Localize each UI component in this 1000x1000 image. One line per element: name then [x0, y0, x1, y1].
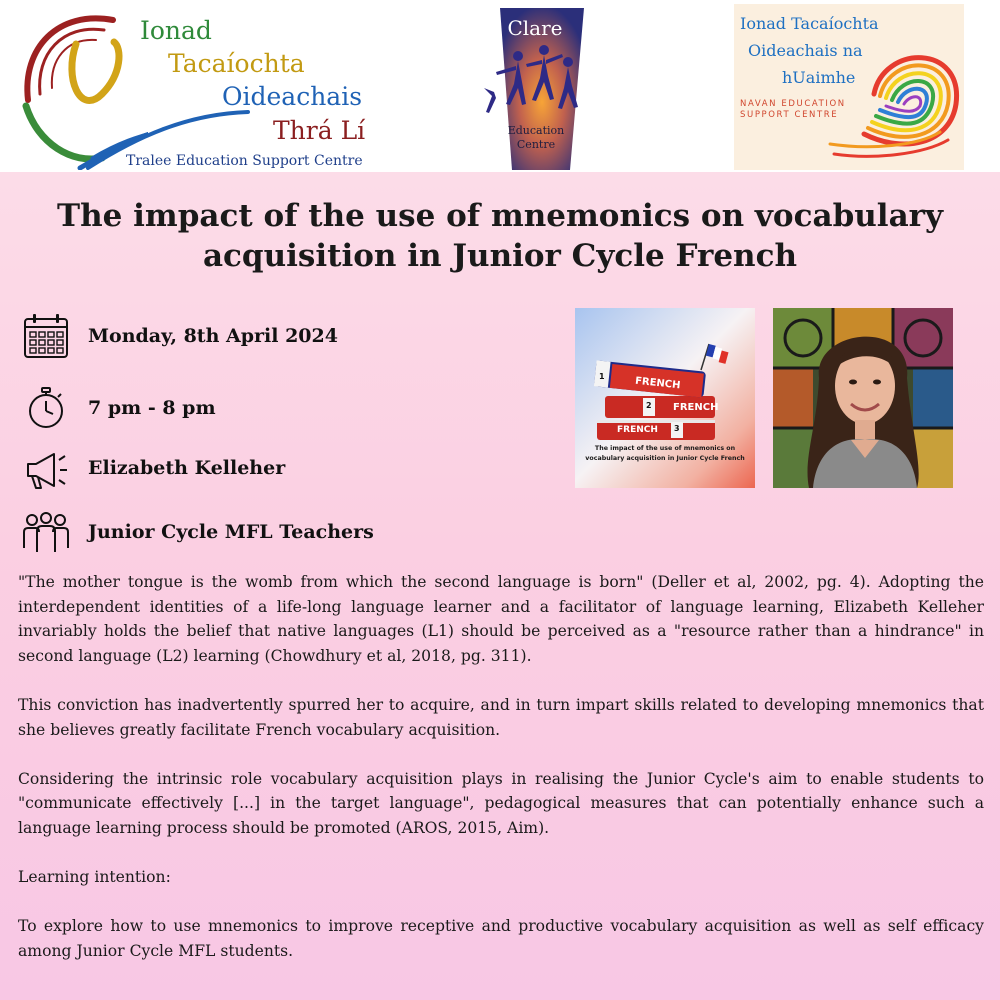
clare-name: Clare — [507, 16, 563, 40]
group-icon — [22, 508, 70, 556]
navan-line1: Ionad Tacaíochta — [740, 14, 879, 33]
learning-intention-text: To explore how to use mnemonics to improve receptive and productive vocabulary acquisition as well as self efficacy among Junior Cycle MFL students. — [18, 917, 984, 960]
navan-english1: NAVAN EDUCATION — [740, 99, 846, 109]
calendar-icon — [22, 312, 70, 360]
event-time: 7 pm - 8 pm — [88, 397, 216, 419]
event-title: The impact of the use of mnemonics on vocabulary acquisition in Junior Cycle French — [57, 198, 943, 274]
navan-logo — [734, 4, 964, 170]
french-books-image — [575, 308, 755, 488]
tralee-line2: Tacaíochta — [168, 49, 305, 78]
paragraph-3: Considering the intrinsic role vocabulary acquisition plays in realising the Junior Cycle's aim to enable students to "communicate effectively [...] in the target language", pedagogical measures that can potentially enhance such a language learning process should be promoted (AROS, 2015, Aim). — [18, 769, 984, 837]
navan-line3: hUaimhe — [782, 68, 856, 87]
tralee-line3: Oideachais — [222, 82, 363, 111]
navan-line2: Oideachais na — [748, 41, 863, 60]
event-date: Monday, 8th April 2024 — [88, 325, 338, 347]
megaphone-icon — [22, 444, 70, 492]
clare-subtitle — [498, 124, 574, 152]
book-title-1: FRENCH — [634, 375, 681, 392]
tralee-logo — [18, 8, 398, 170]
clare-sub1: Education — [507, 124, 565, 137]
clare-logo — [478, 4, 586, 170]
paragraph-2: This conviction has inadvertently spurred her to acquire, and in turn impart skills related to developing mnemonics that she believes greatly facilitate French vocabulary acquisition. — [18, 695, 984, 739]
tralee-line4: Thrá Lí — [273, 116, 366, 145]
event-audience: Junior Cycle MFL Teachers — [88, 521, 374, 543]
header-logos — [0, 0, 1000, 172]
book-num-3: 3 — [674, 424, 680, 433]
clare-sub2: Centre — [516, 138, 556, 151]
tralee-line1: Ionad — [140, 16, 212, 45]
learning-intention-heading: Learning intention: — [18, 868, 171, 887]
paragraph-1: "The mother tongue is the womb from which the second language is born" (Deller et al, 2002, pg. 4). Adopting the interdependent identities of a life-long language learner and a facilitator of language learning, Elizabeth Kelleher invariably holds the belief that native languages (L1) should be perceived as a "resource rather than a hindrance" in second language (L2) learning (Chowdhury et al, 2018, pg. 311). — [18, 573, 984, 665]
stopwatch-icon — [22, 384, 70, 432]
speaker-photo — [773, 308, 953, 488]
event-speaker: Elizabeth Kelleher — [88, 457, 286, 479]
tralee-english-name: Tralee Education Support Centre — [126, 153, 363, 169]
book-title-2: FRENCH — [673, 402, 719, 413]
cover-caption: The impact of the use of mnemonics on vocabulary acquisition in Junior Cycle French — [585, 445, 745, 462]
navan-english2: SUPPORT CENTRE — [740, 110, 839, 120]
book-num-1: 1 — [599, 372, 605, 381]
speaker-portrait-illustration — [773, 308, 953, 488]
book-num-2: 2 — [646, 401, 652, 410]
book-title-3: FRENCH — [617, 425, 658, 435]
body-text — [18, 570, 984, 964]
